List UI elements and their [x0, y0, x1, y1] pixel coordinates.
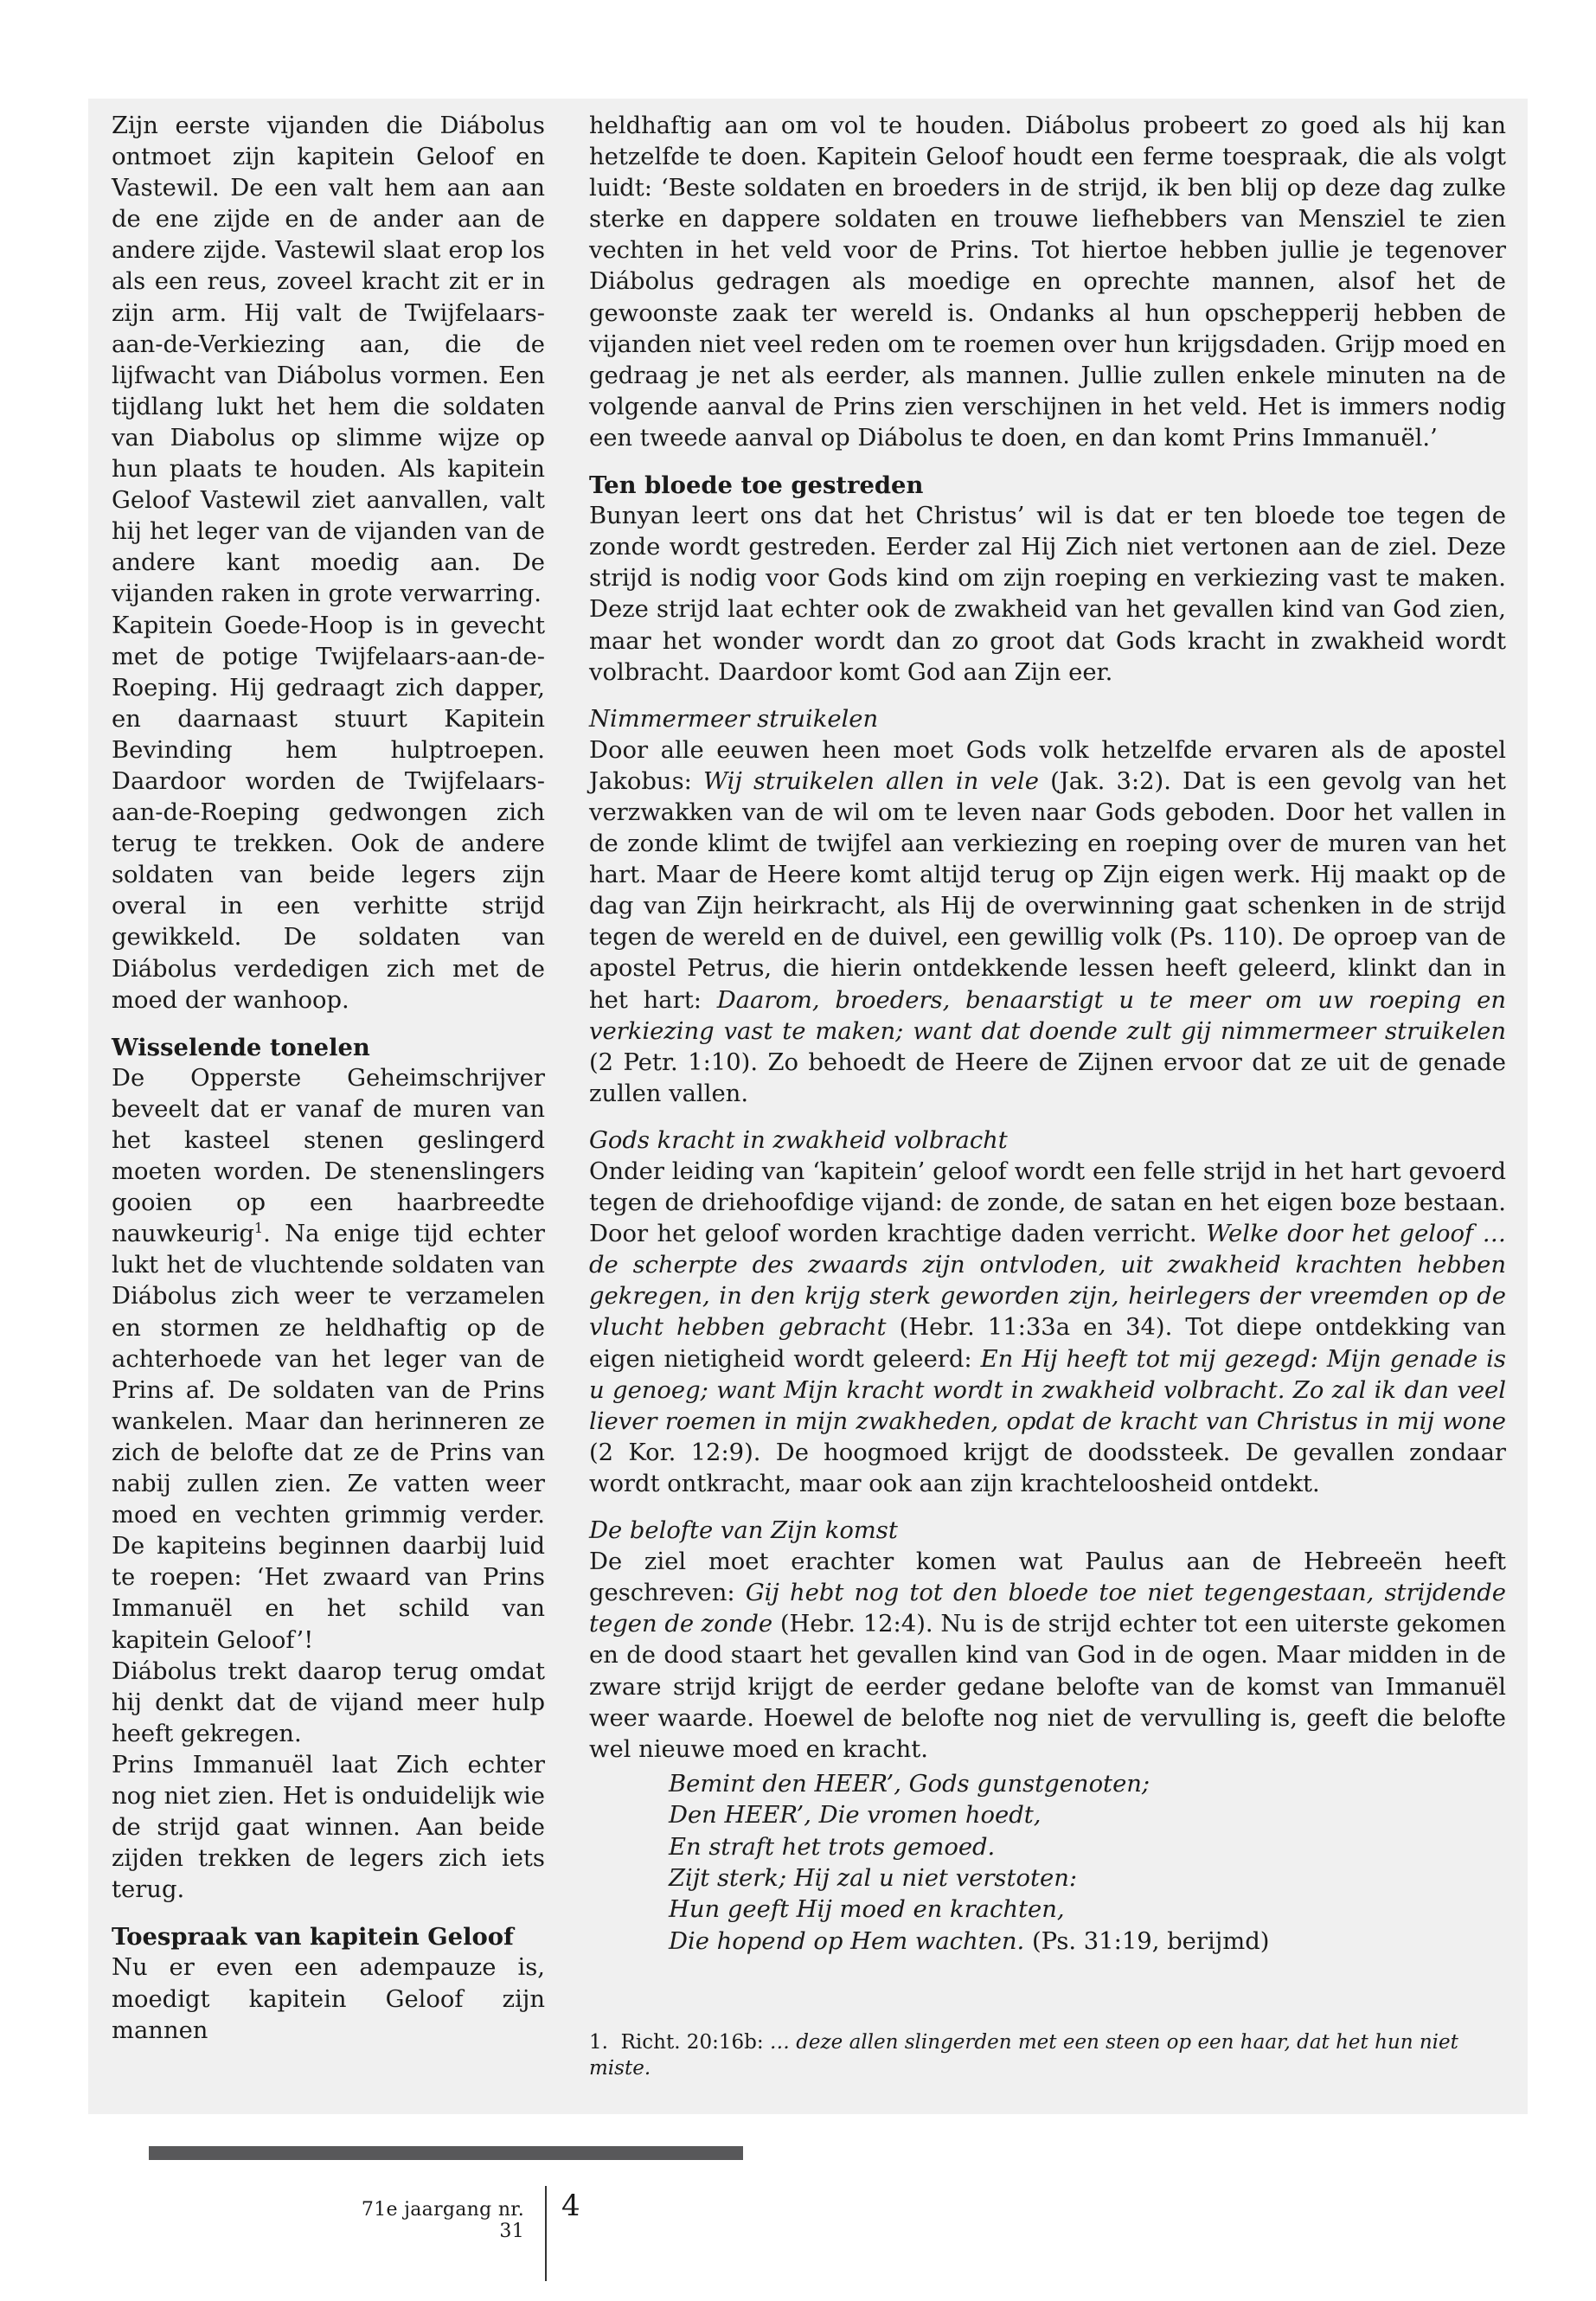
- psalm-quote: [669, 1769, 1506, 1958]
- left-paragraph: Diábolus trekt daarop terug omdat hij denkt dat de vijand meer hulp heeft gekregen.: [112, 1657, 545, 1747]
- footer-divider: [545, 2186, 547, 2281]
- left-paragraph: Zijn eerste vijanden die Diábolus ontmoet zijn kapitein Geloof en Vastewil. De een valt hem aan aan de ene zijde en de ander aan de andere zijde. Vastewil slaat erop los als een reus, zoveel kracht zit er in zijn arm. Hij valt de Twijfelaars-aan-de-Verkiezing aan, die de lijfwacht van Diábolus vormen. Een tijdlang lukt het hem die soldaten van Diabolus op slimme wijze op hun plaats te houden. Als kapitein Geloof Vastewil ziet aanvallen, valt hij het leger van de vijanden van de andere kant moedig aan. De vijanden raken in grote verwarring.: [112, 112, 545, 608]
- left-paragraph: Kapitein Goede-Hoop is in gevecht met de potige Twijfelaars-aan-de-Roeping. Hij gedraagt zich dapper, en daarnaast stuurt Kapitein Bevinding hem hulptroepen. Daardoor worden de Twijfelaars-aan-de-Roeping gedwongen zich terug te trekken. Ook de andere soldaten van beide legers zijn overal in een verhitte strijd gewikkeld. De soldaten van Diábolus verdedigen zich met de moed der wanhoop.: [112, 612, 545, 1014]
- left-paragraph: Nu er even een adempauze is, moedigt kapitein Geloof zijn mannen: [112, 1954, 545, 2044]
- right-column: [589, 111, 1506, 1958]
- decorative-bar: [149, 2146, 743, 2160]
- poem-line: Den HEER’, Die vromen hoedt,: [669, 1802, 1042, 1830]
- right-paragraph: Door alle eeuwen heen moet Gods volk hetzelfde ervaren als de apostel Jakobus: Wij struikelen allen in vele (Jak. 3:2). Dat is een gevolg van het verzwakken van de wil om te leven naar Gods geboden. Door het vallen in de zonde klimt de twijfel aan verkiezing en roeping over de muren van het hart. Maar de Heere komt altijd terug op Zijn eigen werk. Hij maakt op de dag van Zijn heirkracht, als Hij de overwinning gaat schenken in de strijd tegen de wereld en de duivel, een gewillig volk (Ps. 110). De oproep van de apostel Petrus, die hierin ontdekkende lessen heeft geleerd, klinkt dan in het hart: Daarom, broeders, benaarstigt u te meer om uw roeping en verkiezing vast te maken; want dat doende zult gij nimmermeer struikelen (2 Petr. 1:10). Zo behoedt de Heere de Zijnen ervoor dat ze uit de genade zullen vallen.: [589, 736, 1506, 1107]
- poem-line: Zijt sterk; Hij zal u niet verstoten:: [669, 1865, 1078, 1892]
- section-heading: Wisselende tonelen: [112, 1033, 370, 1061]
- section-subheading: Gods kracht in zwakheid volbracht: [589, 1126, 1008, 1154]
- right-paragraph: heldhaftig aan om vol te houden. Diábolus probeert zo goed als hij kan hetzelfde te doen. Kapitein Geloof houdt een ferme toespraak, die als volgt luidt: ‘Beste soldaten en broeders in de strijd, ik ben blij op deze dag zulke sterke en dappere soldaten en trouwe liefhebbers van Mensziel te zien vechten in het veld voor de Prins. Tot hiertoe hebben jullie je tegenover Diábolus gedragen als moedige en oprechte mannen, alsof het de gewoonste zaak ter wereld is. Ondanks al hun opschepperij hebben de vijanden niet veel reden om te roemen over hun krijgsdaden. Grijp moed en gedraag je net als eerder, als mannen. Jullie zullen enkele minuten na de volgende aanval de Prins zien verschijnen in het veld. Het is immers nodig een tweede aanval op Diábolus te doen, en dan komt Prins Immanuël.’: [589, 112, 1506, 452]
- page-number: 4: [561, 2189, 580, 2223]
- left-paragraph: Prins Immanuël laat Zich echter nog niet zien. Het is onduidelijk wie de strijd gaat winnen. Aan beide zijden trekken de legers zich iets terug.: [112, 1751, 545, 1904]
- right-paragraph: Bunyan leert ons dat het Christus’ wil is dat er ten bloede toe tegen de zonde wordt gestreden. Eerder zal Hij Zich niet vertonen aan de ziel. Deze strijd is nodig voor Gods kind om zijn roeping en verkiezing vast te maken. Deze strijd laat echter ook de zwakheid van het gevallen kind van God zien, maar het wonder wordt dan zo groot dat Gods kracht in zwakheid wordt volbracht. Daardoor komt God aan Zijn eer.: [589, 503, 1506, 686]
- section-subheading: De belofte van Zijn komst: [589, 1517, 898, 1545]
- footnote-marker: 1: [253, 1220, 264, 1237]
- footnote-number: 1.: [589, 2031, 608, 2054]
- poem-line: Die hopend op Hem wachten. (Ps. 31:19, berijmd): [669, 1927, 1270, 1955]
- left-column: [112, 111, 545, 2047]
- poem-line: Hun geeft Hij moed en krachten,: [669, 1896, 1065, 1924]
- poem-line: Bemint den HEER’, Gods gunstgenoten;: [669, 1770, 1151, 1798]
- section-heading: Toespraak van kapitein Geloof: [112, 1923, 514, 1952]
- right-paragraph: De ziel moet erachter komen wat Paulus aan de Hebreeën heeft geschreven: Gij hebt nog tot den bloede toe niet tegengestaan, strijdende tegen de zonde (Hebr. 12:4). Nu is de strijd echter tot een uiterste gekomen en de dood staart het gevallen kind van God in de ogen. Maar midden in de zware strijd krijgt de eerder gedane belofte van de komst van Immanuël weer waarde. Hoewel de belofte nog niet de vervulling is, geeft die belofte wel nieuwe moed en kracht.: [589, 1548, 1506, 1763]
- footnote: 1. Richt. 20:16b: … deze allen slingerden met een steen op een haar, dat het hun niet miste.: [589, 2031, 1458, 2080]
- section-heading: Ten bloede toe gestreden: [589, 471, 924, 500]
- journal-issue: 71e jaargang nr. 31: [361, 2199, 524, 2242]
- poem-line: En straft het trots gemoed.: [669, 1833, 996, 1861]
- section-subheading: Nimmermeer struikelen: [589, 705, 879, 733]
- left-paragraph: De Opperste Geheimschrijver beveelt dat er vanaf de muren van het kasteel stenen geslingerd moeten worden. De stenenslingers gooien op een haarbreedte nauwkeurig$^1$. Na enige tijd echter lukt het de vluchtende soldaten van Diábolus zich weer te verzamelen en stormen ze heldhaftig op de achterhoede van het leger van de Prins af. De soldaten van de Prins wankelen. Maar dan herinneren ze zich de belofte dat ze de Prins van nabij zullen zien. Ze vatten weer moed en vechten grimmig verder. De kapiteins beginnen daarbij luid te roepen: ‘Het zwaard van Prins Immanuël en het schild van kapitein Geloof’!: [112, 1064, 545, 1654]
- right-paragraph: Onder leiding van ‘kapitein’ geloof wordt een felle strijd in het hart gevoerd tegen de driehoofdige vijand: de zonde, de satan en het eigen boze bestaan. Door het geloof worden krachtige daden verricht. Welke door het geloof … de scherpte des zwaards zijn ontvloden, uit zwakheid krachten hebben gekregen, in den krijg sterk geworden zijn, heirlegers der vreemden op de vlucht hebben gebracht (Hebr. 11:33a en 34). Tot diepe ontdekking van eigen nietigheid wordt geleerd: En Hij heeft tot mij gezegd: Mijn genade is u genoeg; want Mijn kracht wordt in zwakheid volbracht. Zo zal ik dan veel liever roemen in mijn zwakheden, opdat de kracht van Christus in mij wone (2 Kor. 12:9). De hoogmoed krijgt de doodssteek. De gevallen zondaar wordt ontkracht, maar ook aan zijn krachteloosheid ontdekt.: [589, 1158, 1507, 1497]
- poem-reference: (Ps. 31:19, berijmd): [1024, 1927, 1270, 1955]
